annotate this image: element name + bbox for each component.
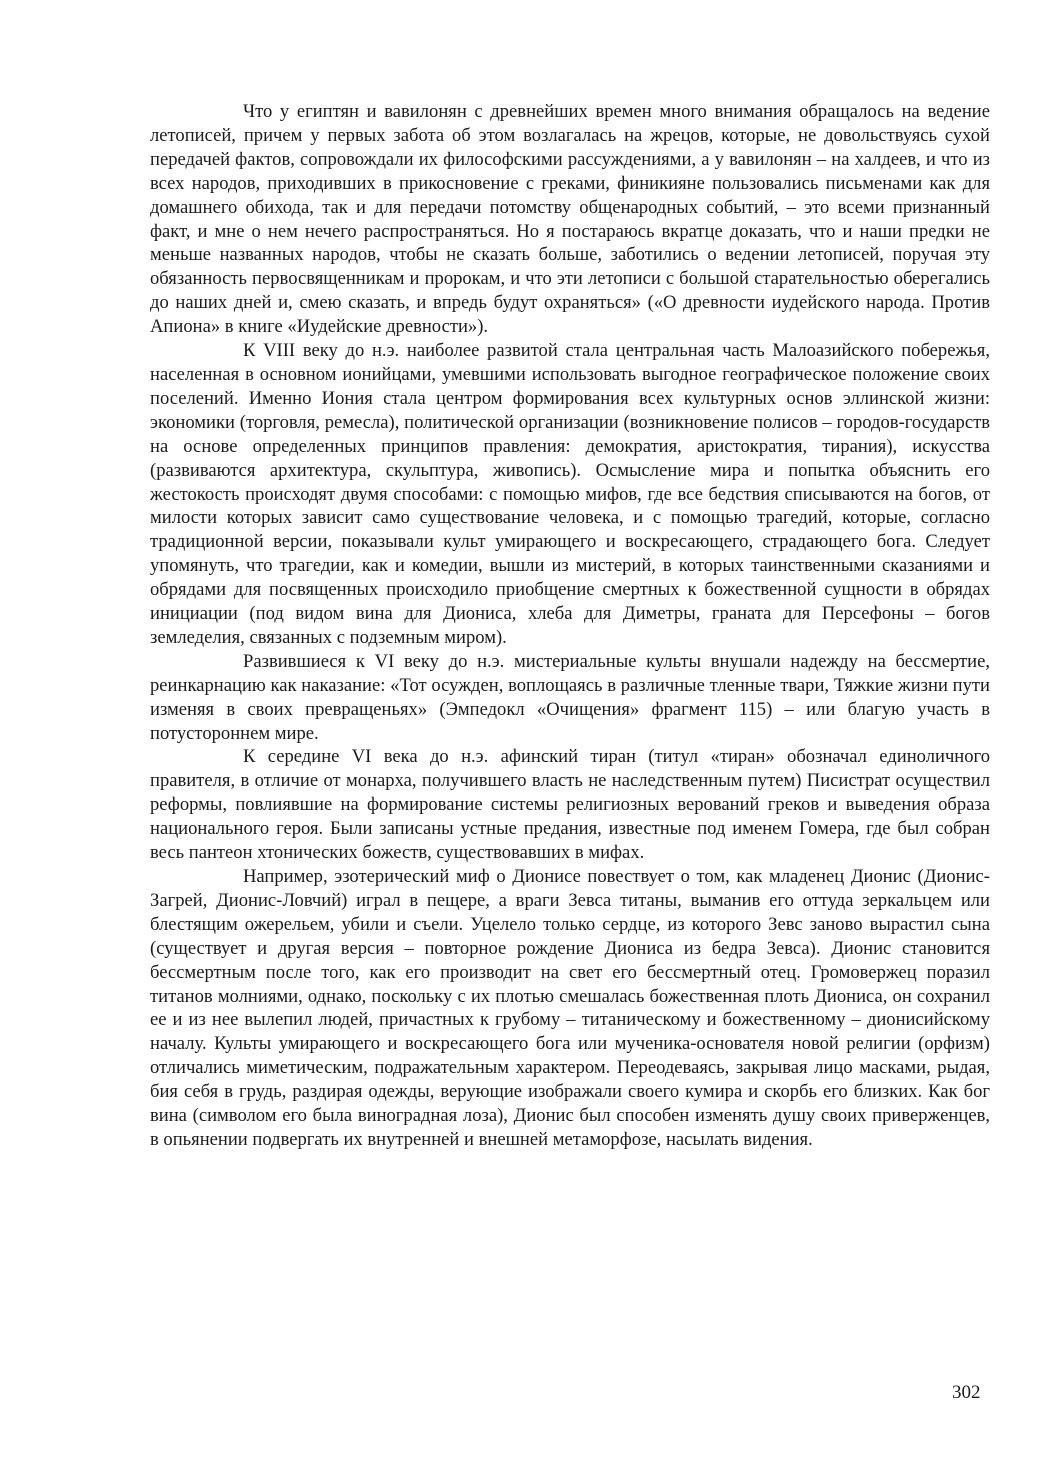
page-number: 302 bbox=[952, 1382, 981, 1403]
paragraph-josephus-quote: Что у египтян и вавилонян с древнейших времен много внимания обращалось на ведение летописей, причем у первых забота об этом возлагалась на жрецов, которые, не довольствуясь сухой передачей фактов, сопровождали их философскими рассуждениями, а у вавилонян – на халдеев, и что из всех народов, приходивших в прикосновение с греками, финикияне пользовались письменами как для домашнего обихода, так и для передачи потомству общенародных событий, – это всеми признанный факт, и мне о нем нечего распространяться. Но я постараюсь вкратце доказать, что и наши предки не меньше названных народов, чтобы не сказать больше, заботились о ведении летописей, поручая эту обязанность первосвященникам и пророкам, и что эти летописи с большой старательностью оберегались до наших дней и, смею сказать, и впредь будут охраняться» («О древности иудейского народа. Против Апиона» в книге «Иудейские древности»). bbox=[150, 101, 990, 338]
paragraph-ionia: К VIII веку до н.э. наиболее развитой стала центральная часть Малоазийского побережья, населенная в основном ионийцами, умевшими использовать выгодное географическое положение своих поселений. Именно Иония стала центром формирования всех культурных основ эллинской жизни: экономики (торговля, ремесла), политической организации (возникновение полисов – городов-государств на основе определенных принципов правления: демократия, аристократия, тирания), искусства (развиваются архитектура, скульптура, живопись). Осмысление мира и попытка объяснить его жестокость происходят двумя способами: с помощью мифов, где все бедствия списываются на богов, от милости которых зависит само существование человека, и с помощью трагедий, которые, согласно традиционной версии, показывали культ умирающего и воскресающего, страдающего бога. Следует упомянуть, что трагедии, как и комедии, вышли из мистерий, в которых таинственными сказаниями и обрядами для посвященных происходило приобщение смертных к божественной сущности в обрядах инициации (под видом вина для Диониса, хлеба для Диметры, граната для Персефоны – богов земледелия, связанных с подземным миром). bbox=[150, 340, 990, 648]
paragraph-pisistratus: К середине VI века до н.э. афинский тиран (титул «тиран» обозначал единоличного правителя, в отличие от монарха, получившего власть не наследственным путем) Писистрат осуществил реформы, повлиявшие на формирование системы религиозных верований греков и выведения образа национального героя. Были записаны устные предания, известные под именем Гомера, где был собран весь пантеон хтонических божеств, существовавших в мифах. bbox=[150, 746, 990, 864]
paragraph-mystery-cults: Развившиеся к VI веку до н.э. мистериальные культы внушали надежду на бессмертие, реинкарнацию как наказание: «Тот осужден, воплощаясь в различные тленные твари, Тяжкие жизни пути изменяя в своих превращеньях» (Эмпедокл «Очищения» фрагмент 115) – или благую участь в потустороннем мире. bbox=[150, 650, 990, 744]
paragraph-dionysus-myth: Например, эзотерический миф о Дионисе повествует о том, как младенец Дионис (Дионис-Загрей, Дионис-Ловчий) играл в пещере, а враги Зевса титаны, выманив его оттуда зеркальцем или блестящим ожерельем, убили и съели. Уцелело только сердце, из которого Зевс заново вырастил сына (существует и другая версия – повторное рождение Диониса из бедра Зевса). Дионис становится бессмертным после того, как его производит на свет его бессмертный отец. Громовержец поразил титанов молниями, однако, поскольку с их плотью смешалась божественная плоть Диониса, он сохранил ее и из нее вылепил людей, причастных к грубому – титаническому и божественному – дионисийскому началу. Культы умирающего и воскресающего бога или мученика-основателя новой религии (орфизм) отличались миметическим, подражательным характером. Переодеваясь, закрывая лицо масками, рыдая, бия себя в грудь, раздирая одежды, верующие изображали своего кумира и скорбь его близких. Как бог вина (символом его была виноградная лоза), Дионис был способен изменять душу своих приверженцев, в опьянении подвергать их внутренней и внешней метаморфозе, насылать видения. bbox=[150, 866, 990, 1150]
body-text bbox=[150, 100, 990, 1152]
